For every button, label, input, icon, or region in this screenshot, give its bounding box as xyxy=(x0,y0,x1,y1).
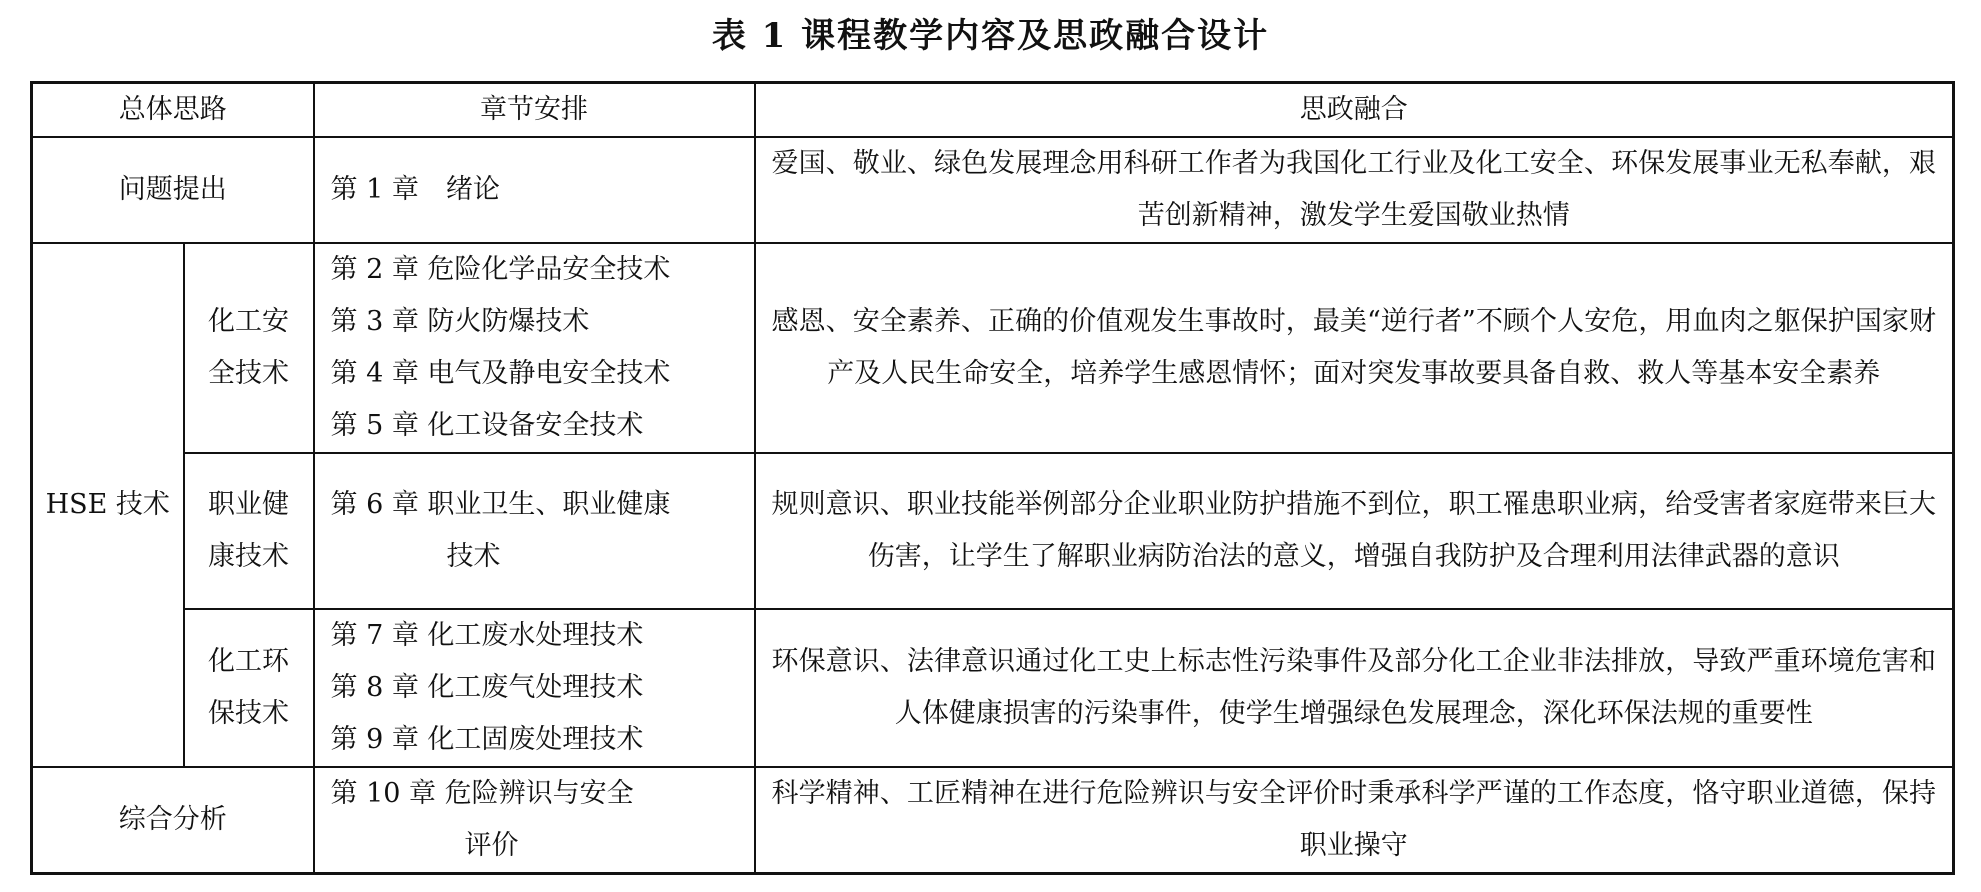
table-row xyxy=(32,243,1954,453)
chapter-item: 第 10 章 危险辨识与安全 xyxy=(330,778,634,809)
header-chapters: 章节安排 xyxy=(314,83,755,138)
sub-environment xyxy=(184,609,314,767)
chapter-item: 第 2 章 危险化学品安全技术 xyxy=(330,254,671,285)
sub-health xyxy=(184,453,314,609)
chapter-item-cont: 评价 xyxy=(464,830,519,861)
table-row xyxy=(32,453,1954,609)
ideology-analysis xyxy=(755,767,1954,874)
chapter-item: 第 3 章 防火防爆技术 xyxy=(330,306,590,337)
table-row xyxy=(32,609,1954,767)
sub-environment-label: 化工环保技术 xyxy=(208,646,289,729)
sub-health-label: 职业健康技术 xyxy=(208,489,289,572)
chapter-item: 第 8 章 化工废气处理技术 xyxy=(330,672,644,703)
chapter-item: 第 9 章 化工固废处理技术 xyxy=(330,724,644,755)
header-row xyxy=(32,83,1954,138)
ideology-intro xyxy=(755,137,1954,243)
table-row xyxy=(32,767,1954,874)
sub-safety xyxy=(184,243,314,453)
ideology-text: 感恩、安全素养、正确的价值观发生事故时，最美“逆行者”不顾个人安危，用血肉之躯保护国家财产及人民生命安全，培养学生感恩情怀；面对突发事故要具备自救、救人等基本安全素养 xyxy=(771,306,1936,389)
approach-analysis: 综合分析 xyxy=(32,767,314,874)
chapters-intro xyxy=(314,137,755,243)
table-title: 表 1 课程教学内容及思政融合设计 xyxy=(711,16,1270,56)
chapters-environment xyxy=(314,609,755,767)
approach-intro: 问题提出 xyxy=(32,137,314,243)
ideology-text: 规则意识、职业技能举例部分企业职业防护措施不到位，职工罹患职业病，给受害者家庭带来巨大伤害，让学生了解职业病防治法的意义，增强自我防护及合理利用法律武器的意识 xyxy=(771,489,1936,572)
chapter-item: 第 5 章 化工设备安全技术 xyxy=(330,410,644,441)
chapters-safety xyxy=(314,243,755,453)
ideology-text: 科学精神、工匠精神在进行危险辨识与安全评价时秉承科学严谨的工作态度，恪守职业道德，保持职业操守 xyxy=(771,778,1936,861)
sub-safety-label: 化工安全技术 xyxy=(208,306,289,389)
header-ideology: 思政融合 xyxy=(755,83,1954,138)
chapters-analysis xyxy=(314,767,755,874)
ideology-text: 爱国、敬业、绿色发展理念用科研工作者为我国化工行业及化工安全、环保发展事业无私奉献，艰苦创新精神，激发学生爱国敬业热情 xyxy=(771,148,1936,231)
chapters-health xyxy=(314,453,755,609)
ideology-safety xyxy=(755,243,1954,453)
course-design-table xyxy=(30,81,1955,875)
ideology-text: 环保意识、法律意识通过化工史上标志性污染事件及部分化工企业非法排放，导致严重环境危害和人体健康损害的污染事件，使学生增强绿色发展理念，深化环保法规的重要性 xyxy=(771,646,1936,729)
ideology-health xyxy=(755,453,1954,609)
chapter-item: 第 4 章 电气及静电安全技术 xyxy=(330,358,671,389)
ideology-environment xyxy=(755,609,1954,767)
chapter-item: 第 6 章 职业卫生、职业健康 xyxy=(330,489,671,520)
approach-hse: HSE 技术 xyxy=(32,243,184,767)
table-row xyxy=(32,137,1954,243)
chapter-item: 第 1 章 绪论 xyxy=(330,174,500,205)
chapter-item: 第 7 章 化工废水处理技术 xyxy=(330,620,644,651)
chapter-item-cont: 技术 xyxy=(446,541,501,572)
header-approach: 总体思路 xyxy=(32,83,314,138)
